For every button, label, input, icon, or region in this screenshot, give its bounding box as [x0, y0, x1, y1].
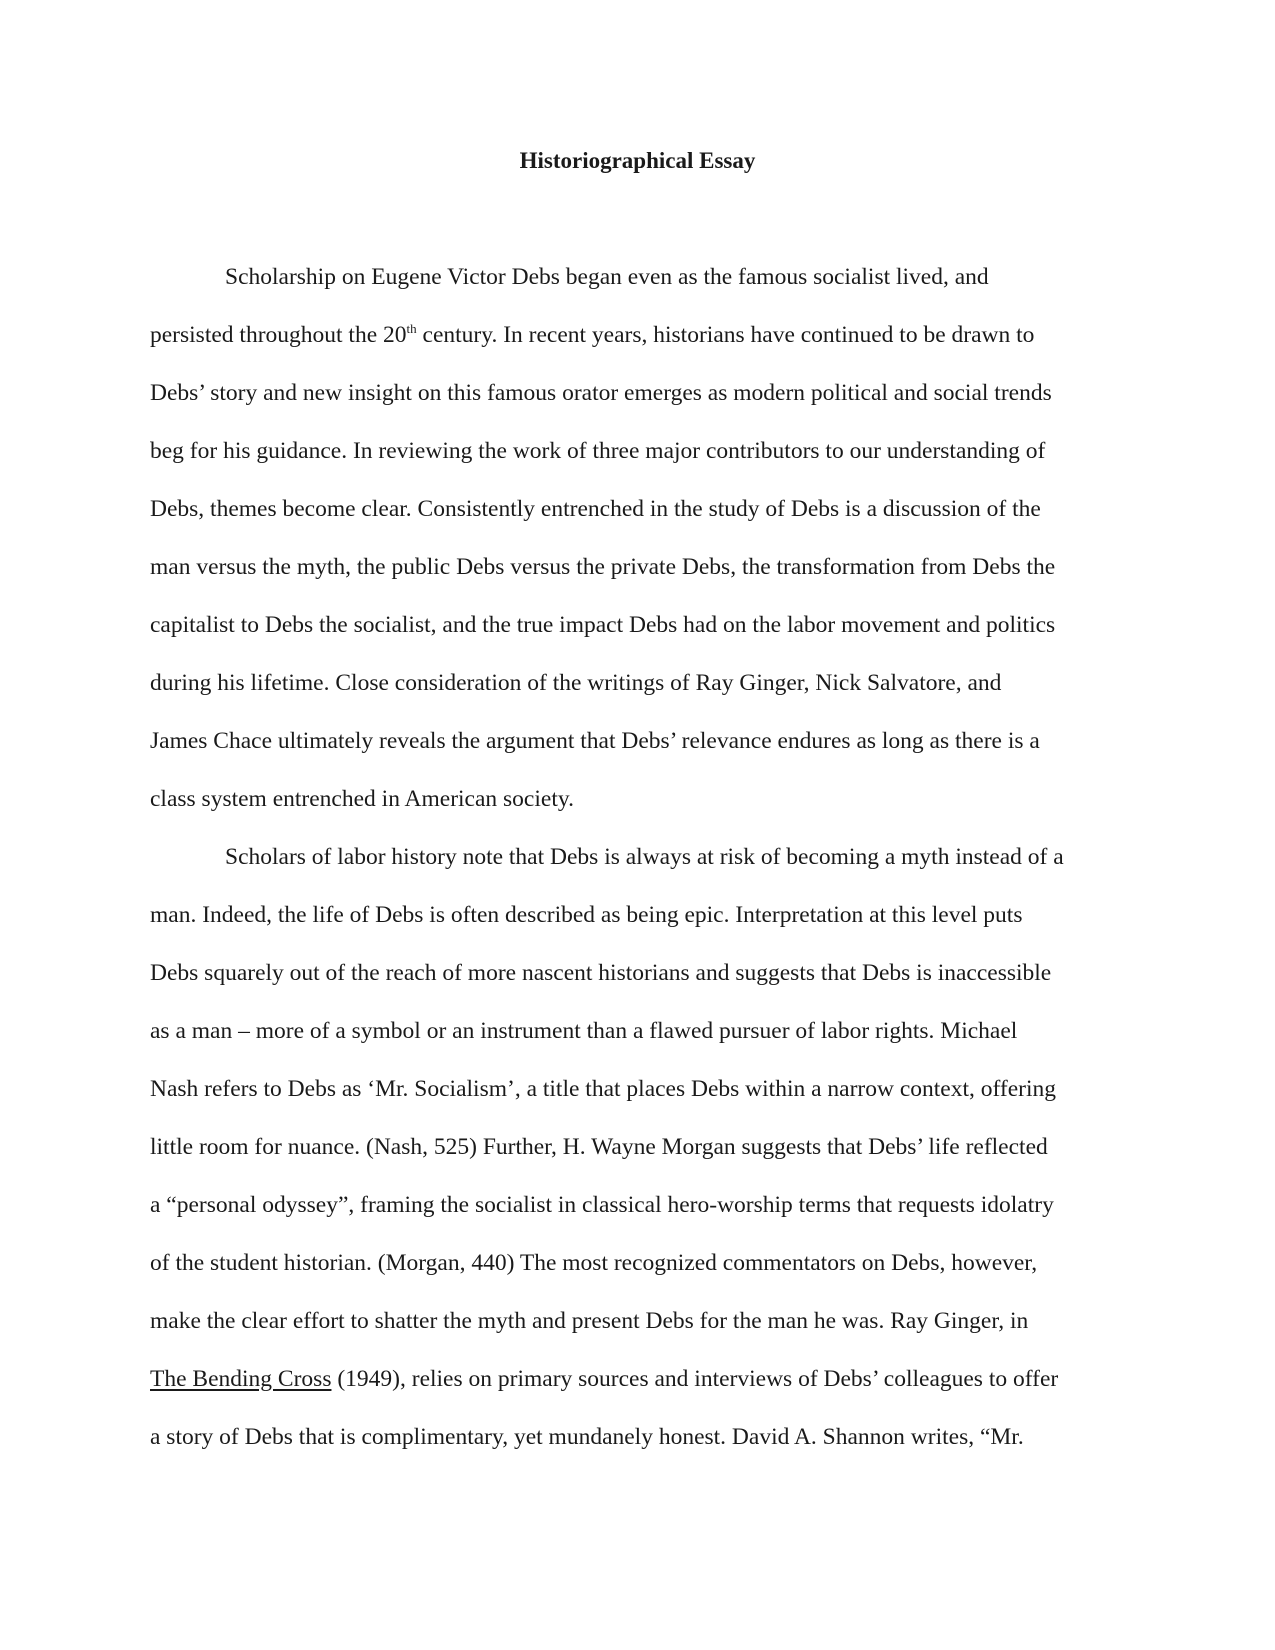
- text-line: a story of Debs that is complimentary, yet mundanely honest. David A. Shannon writes, “Mr.: [150, 1424, 1024, 1450]
- text-line: man. Indeed, the life of Debs is often described as being epic. Interpretation at this level puts: [150, 902, 1023, 928]
- text-line: capitalist to Debs the socialist, and the true impact Debs had on the labor movement and politics: [150, 612, 1056, 638]
- text-line: Debs, themes become clear. Consistently entrenched in the study of Debs is a discussion of the: [150, 496, 1041, 522]
- text-line: class system entrenched in American society.: [150, 786, 574, 812]
- essay-title: Historiographical Essay: [519, 148, 756, 173]
- text-line: Scholars of labor history note that Debs is always at risk of becoming a myth instead of a: [225, 844, 1064, 870]
- text-line: as a man – more of a symbol or an instrument than a flawed pursuer of labor rights. Michael: [150, 1018, 1018, 1044]
- text-line: Nash refers to Debs as ‘Mr. Socialism’, a title that places Debs within a narrow context, offering: [150, 1076, 1057, 1102]
- text-segment: (1949), relies on primary sources and interviews of Debs’ colleagues to offer: [331, 1366, 1059, 1392]
- superscript: th: [406, 321, 417, 336]
- text-line: [150, 1364, 1150, 1422]
- text-line: a “personal odyssey”, framing the socialist in classical hero-worship terms that requests idolatry: [150, 1192, 1054, 1218]
- text-line: of the student historian. (Morgan, 440) The most recognized commentators on Debs, however,: [150, 1250, 1038, 1276]
- text-line: [150, 320, 1150, 378]
- text-line: James Chace ultimately reveals the argument that Debs’ relevance endures as long as there is a: [150, 728, 1040, 754]
- text-line: man versus the myth, the public Debs versus the private Debs, the transformation from Debs the: [150, 554, 1056, 580]
- text-segment: century. In recent years, historians have continued to be drawn to: [416, 322, 1035, 348]
- text-line: Debs’ story and new insight on this famous orator emerges as modern political and social trends: [150, 380, 1052, 406]
- text-line: little room for nuance. (Nash, 525) Further, H. Wayne Morgan suggests that Debs’ life reflected: [150, 1134, 1048, 1160]
- text-segment: persisted throughout the 20: [150, 322, 407, 348]
- text-line: Debs squarely out of the reach of more nascent historians and suggests that Debs is inaccessible: [150, 960, 1052, 986]
- text-line: during his lifetime. Close consideration of the writings of Ray Ginger, Nick Salvatore, and: [150, 670, 1002, 696]
- text-line: beg for his guidance. In reviewing the work of three major contributors to our understanding of: [150, 438, 1046, 464]
- text-line: Scholarship on Eugene Victor Debs began even as the famous socialist lived, and: [225, 264, 989, 290]
- text-line: make the clear effort to shatter the myth and present Debs for the man he was. Ray Ginger, in: [150, 1308, 1029, 1334]
- essay-body: [150, 262, 1150, 1480]
- book-title: The Bending Cross: [150, 1366, 332, 1392]
